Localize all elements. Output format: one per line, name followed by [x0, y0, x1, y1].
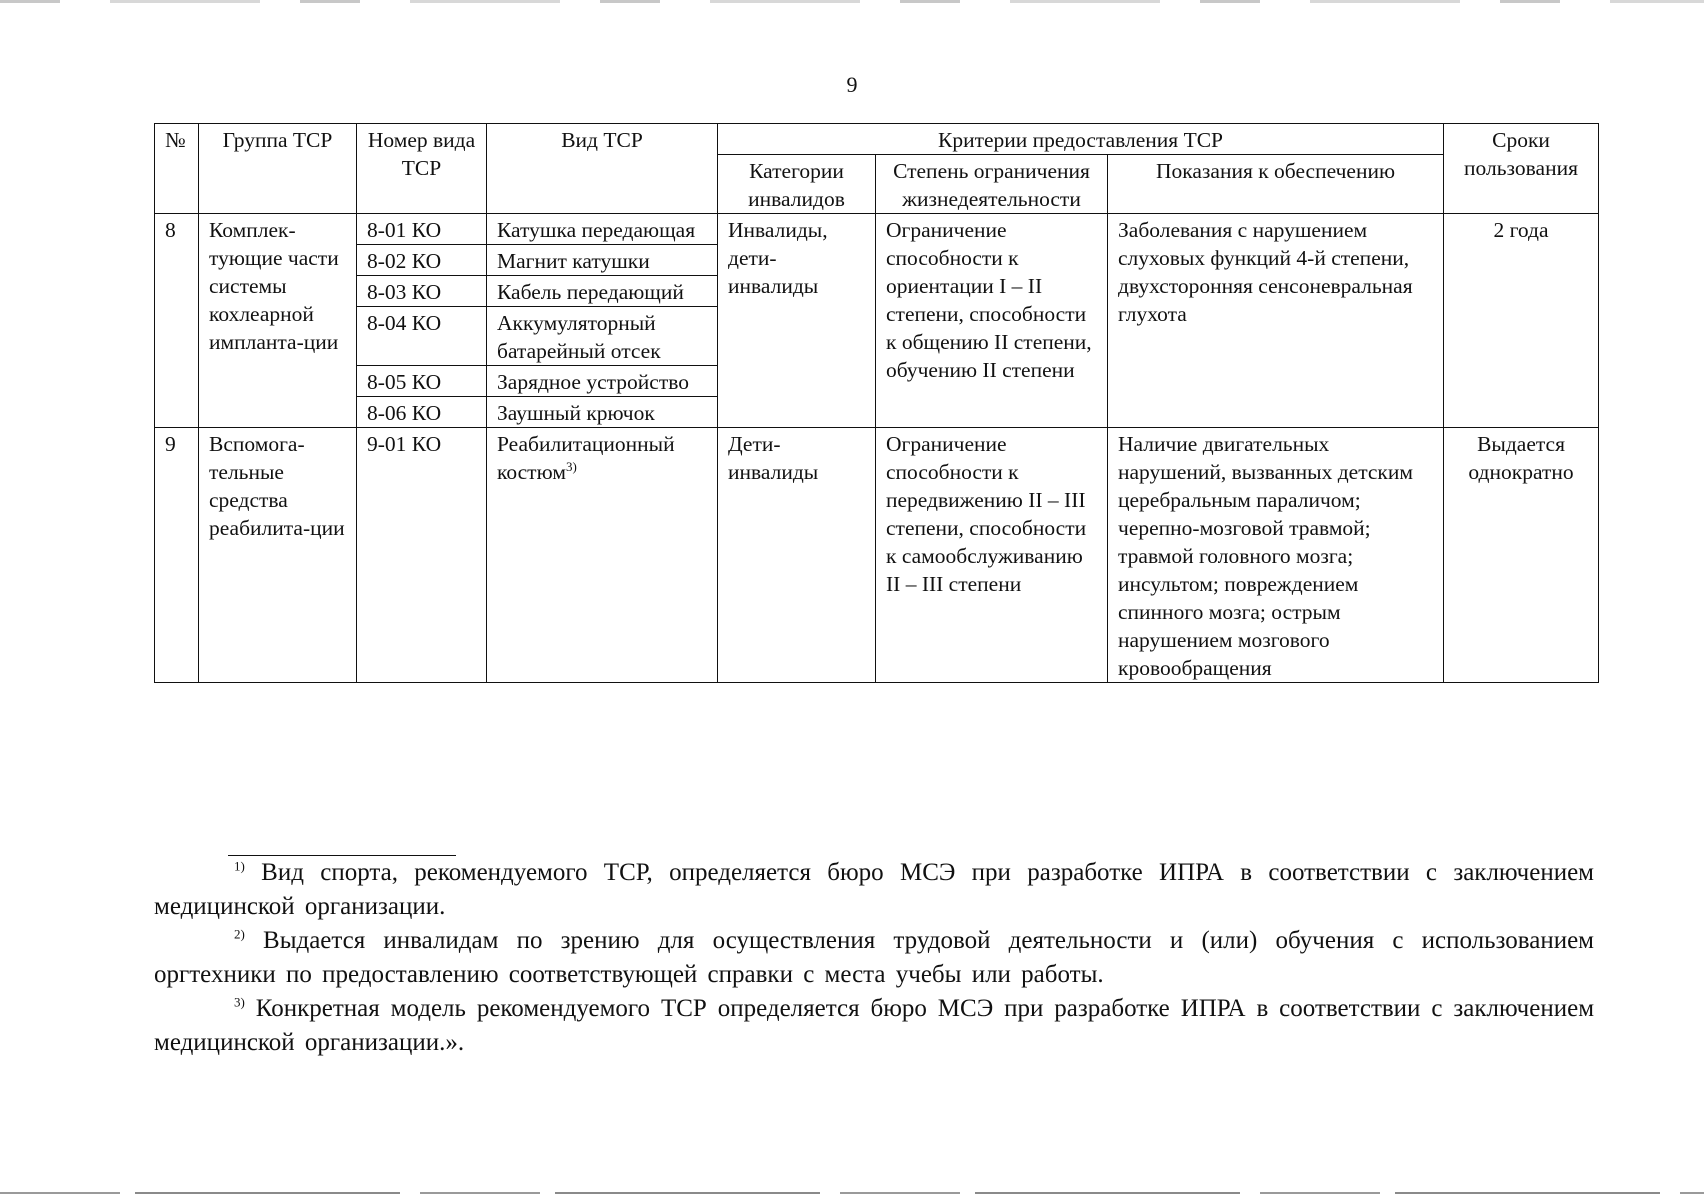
type-code: 8-05 КО [357, 366, 487, 397]
group-name: Вспомога-тельные средства реабилита-ции [199, 428, 357, 683]
row-number: 8 [155, 214, 199, 428]
header-categories: Категории инвалидов [718, 155, 876, 214]
categories-cell: Инвалиды, дети-инвалиды [718, 214, 876, 428]
type-name: Катушка передающая [487, 214, 718, 245]
header-degree: Степень ограничения жизнедеятельности [876, 155, 1108, 214]
degree-cell: Ограничение способности к ориентации I – II степени, способности к общению II степени, обучению II степени [876, 214, 1108, 428]
type-name: Зарядное устройство [487, 366, 718, 397]
footnotes [154, 856, 1594, 1060]
footnote-mark: 3) [234, 994, 245, 1010]
scan-edge-top [0, 0, 1704, 3]
type-code: 8-04 КО [357, 307, 487, 366]
terms-cell: 2 года [1444, 214, 1599, 428]
header-indications: Показания к обеспечению [1108, 155, 1444, 214]
indications-cell: Наличие двигательных нарушений, вызванных детским церебральным параличом; черепно-мозговой травмой; травмой головного мозга; инсультом; повреждением спинного мозга; острым нарушением мозгового кровообращения [1108, 428, 1444, 683]
type-name: Заушный крючок [487, 397, 718, 428]
header-terms: Сроки пользования [1444, 124, 1599, 214]
type-name: Аккумуляторный батарейный отсек [487, 307, 718, 366]
footnote-mark: 1) [234, 858, 245, 874]
footnote [154, 856, 1594, 924]
type-code: 8-02 КО [357, 245, 487, 276]
type-code: 9-01 КО [357, 428, 487, 683]
footnote [154, 924, 1594, 992]
degree-cell: Ограничение способности к передвижению II – III степени, способности к самообслуживанию II – III степени [876, 428, 1108, 683]
footnote [154, 992, 1594, 1060]
categories-cell: Дети-инвалиды [718, 428, 876, 683]
type-code: 8-06 КО [357, 397, 487, 428]
footnote-text: Выдается инвалидам по зрению для осуществления трудовой деятельности и (или) обучения с использованием оргтехники по предоставлению соответствующей справки с места учебы или работы. [154, 927, 1595, 988]
page-number: 9 [846, 72, 858, 97]
header-group: Группа ТСР [199, 124, 357, 214]
footnote-ref: 3) [565, 458, 577, 474]
type-name: Реабилитационный костюм [497, 432, 675, 484]
table-row [155, 428, 1599, 683]
group-name: Комплек-тующие части системы кохлеарной импланта-ции [199, 214, 357, 428]
type-name: Кабель передающий [487, 276, 718, 307]
footnote-text: Конкретная модель рекомендуемого ТСР определяется бюро МСЭ при разработке ИПРА в соответствии с заключением медицинской организации.». [154, 995, 1595, 1056]
scan-edge-bottom [0, 1192, 1704, 1194]
header-type: Вид ТСР [487, 124, 718, 214]
footnote-mark: 2) [234, 926, 245, 942]
table-row [155, 214, 1599, 245]
header-criteria: Критерии предоставления ТСР [718, 124, 1444, 155]
indications-cell: Заболевания с нарушением слуховых функций 4-й степени, двухсторонняя сенсоневральная глухота [1108, 214, 1444, 428]
type-code: 8-03 КО [357, 276, 487, 307]
type-name-cell [487, 428, 718, 683]
row-number: 9 [155, 428, 199, 683]
footnote-text: Вид спорта, рекомендуемого ТСР, определяется бюро МСЭ при разработке ИПРА в соответствии с заключением медицинской организации. [154, 859, 1594, 920]
header-row-1 [155, 124, 1599, 155]
header-type-number: Номер вида ТСР [357, 124, 487, 214]
header-num: № [155, 124, 199, 214]
type-name: Магнит катушки [487, 245, 718, 276]
type-code: 8-01 КО [357, 214, 487, 245]
terms-cell: Выдается однократно [1444, 428, 1599, 683]
tsr-table [154, 123, 1599, 683]
